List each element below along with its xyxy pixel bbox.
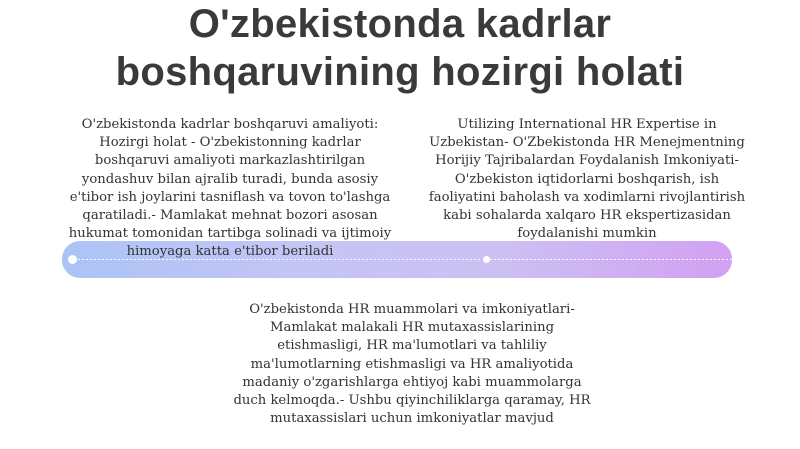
text-block-international-expertise: Utilizing International HR Expertise in Uzbekistan- O'Zbekistonda HR Menejmentning Horijiy Tajribalardan Foydalanish Imkoniyati- O'zbekiston iqtidorlarni boshqarish, ish faoliyatini baholash va xodimlarni rivojlantirish kabi sohalarda xalqaro HR ekspertizasidan foydalanishi mumkin xyxy=(428,117,746,242)
title-line-1: O'zbekistonda kadrlar xyxy=(188,2,612,46)
timeline-mid-dot-icon xyxy=(483,256,490,263)
timeline-end-dot-icon xyxy=(755,256,763,264)
text-block-challenges-opportunities: O'zbekistonda HR muammolari va imkoniyatlari- Mamlakat malakali HR mutaxassislarining etishmasligi, HR ma'lumotlari va tahliliy ma'lumotlarning etishmasligi va HR amaliyotida madaniy o'zgarishlarga ehtiyoj kabi muammolarga duch kelmoqda.- Ushbu qiyinchiliklarga qaramay, HR mutaxassislari uchun imkoniyatlar mavjud xyxy=(233,302,591,427)
title-line-2: boshqaruvining hozirgi holati xyxy=(115,50,685,94)
text-block-current-state: O'zbekistonda kadrlar boshqaruvi amaliyoti: Hozirgi holat - O'zbekistonning kadrlar boshqaruvi amaliyoti markazlashtirilgan yondashuv bilan ajralib turadi, bunda asosiy e'tibor ish joylarini tasniflash va tovon to'lashga qaratiladi.- Mamlakat mehnat bozori asosan hukumat tomonidan tartibga solinadi va ijtimoiy himoyaga katta e'tibor beriladi xyxy=(68,117,392,260)
page-title xyxy=(0,0,800,96)
